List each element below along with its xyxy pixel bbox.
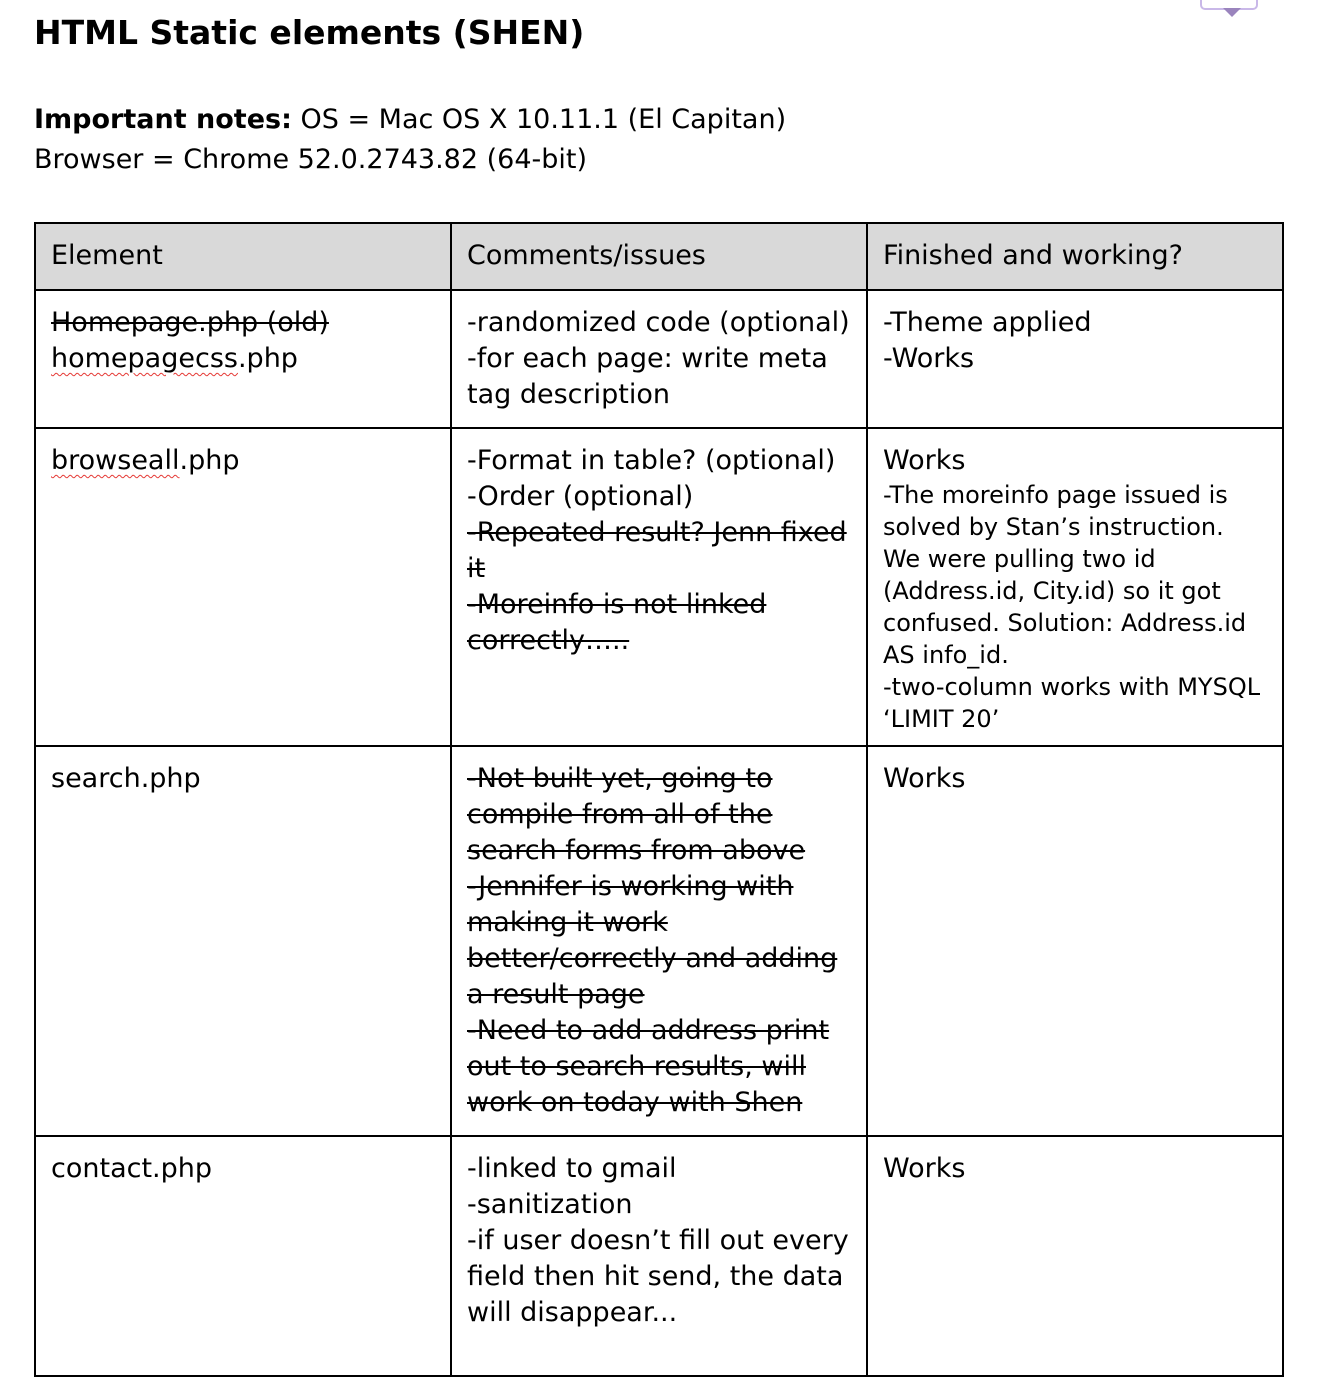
comment-line-struck: -Need to add address print out to search results, will work on today with Shen xyxy=(467,1015,830,1118)
comment-line: -Format in table? (optional) xyxy=(467,445,836,476)
header-comments: Comments/issues xyxy=(451,223,867,290)
element-old-name: Homepage.php (old) xyxy=(51,307,329,338)
table-header-row xyxy=(35,223,1283,290)
status-cell xyxy=(867,746,1283,1136)
element-name-suffix: .php xyxy=(179,445,240,476)
status-cell xyxy=(867,290,1283,428)
header-element: Element xyxy=(35,223,451,290)
element-name: contact.php xyxy=(51,1153,213,1184)
status-cell xyxy=(867,1136,1283,1376)
notes-label: Important notes: xyxy=(34,104,292,135)
notes-os-line xyxy=(34,100,786,140)
comment-line-struck: -Jennifer is working with making it work better/correctly and adding a result page xyxy=(467,871,838,1010)
element-name xyxy=(51,341,436,377)
comment-line-struck: -Not built yet, going to compile from all of the search forms from above xyxy=(467,763,806,866)
comment-line: -Order (optional) xyxy=(467,481,694,512)
status-line: Works xyxy=(883,1153,966,1184)
element-cell xyxy=(35,1136,451,1376)
comments-cell xyxy=(451,746,867,1136)
status-cell xyxy=(867,428,1283,746)
table-row xyxy=(35,428,1283,746)
status-line: Works xyxy=(883,763,966,794)
status-line: -Works xyxy=(883,343,975,374)
comment-line: -sanitization xyxy=(467,1189,633,1220)
comment-line: -if user doesn’t fill out every field then hit send, the data will disappear... xyxy=(467,1225,849,1328)
element-name-suffix: .php xyxy=(237,343,298,374)
comments-cell xyxy=(451,1136,867,1376)
status-title: Works xyxy=(883,445,966,476)
comment-line-struck: -Repeated result? Jenn fixed it xyxy=(467,517,847,584)
element-name-base: browseall xyxy=(51,445,180,476)
element-name xyxy=(51,443,436,479)
comment-line: -randomized code (optional) xyxy=(467,307,850,338)
element-cell xyxy=(35,290,451,428)
element-cell xyxy=(35,428,451,746)
notes-os: OS = Mac OS X 10.11.1 (El Capitan) xyxy=(291,104,787,135)
status-table xyxy=(34,222,1284,1377)
comment-line: -for each page: write meta tag description xyxy=(467,343,828,410)
comment-line: -linked to gmail xyxy=(467,1153,677,1184)
status-line: -Theme applied xyxy=(883,307,1092,338)
element-name: search.php xyxy=(51,763,201,794)
table-row xyxy=(35,1136,1283,1376)
comments-cell xyxy=(451,290,867,428)
header-status: Finished and working? xyxy=(867,223,1283,290)
element-name-base: homepagecss xyxy=(51,343,238,374)
table-row xyxy=(35,290,1283,428)
document-title: HTML Static elements (SHEN) xyxy=(34,13,585,52)
comment-marker-tail xyxy=(1223,8,1241,17)
status-detail: -two-column works with MYSQL ‘LIMIT 20’ xyxy=(883,673,1261,733)
important-notes xyxy=(34,100,786,180)
notes-browser: Browser = Chrome 52.0.2743.82 (64-bit) xyxy=(34,144,588,175)
comments-cell xyxy=(451,428,867,746)
comment-marker-icon[interactable] xyxy=(1200,0,1258,10)
status-detail: -The moreinfo page issued is solved by Stan’s instruction. We were pulling two id (Address.id, City.id) so it got confused. Solution: Address.id AS info_id. xyxy=(883,481,1247,669)
table-row xyxy=(35,746,1283,1136)
comment-line-struck: -Moreinfo is not linked correctly….. xyxy=(467,589,767,656)
element-cell xyxy=(35,746,451,1136)
